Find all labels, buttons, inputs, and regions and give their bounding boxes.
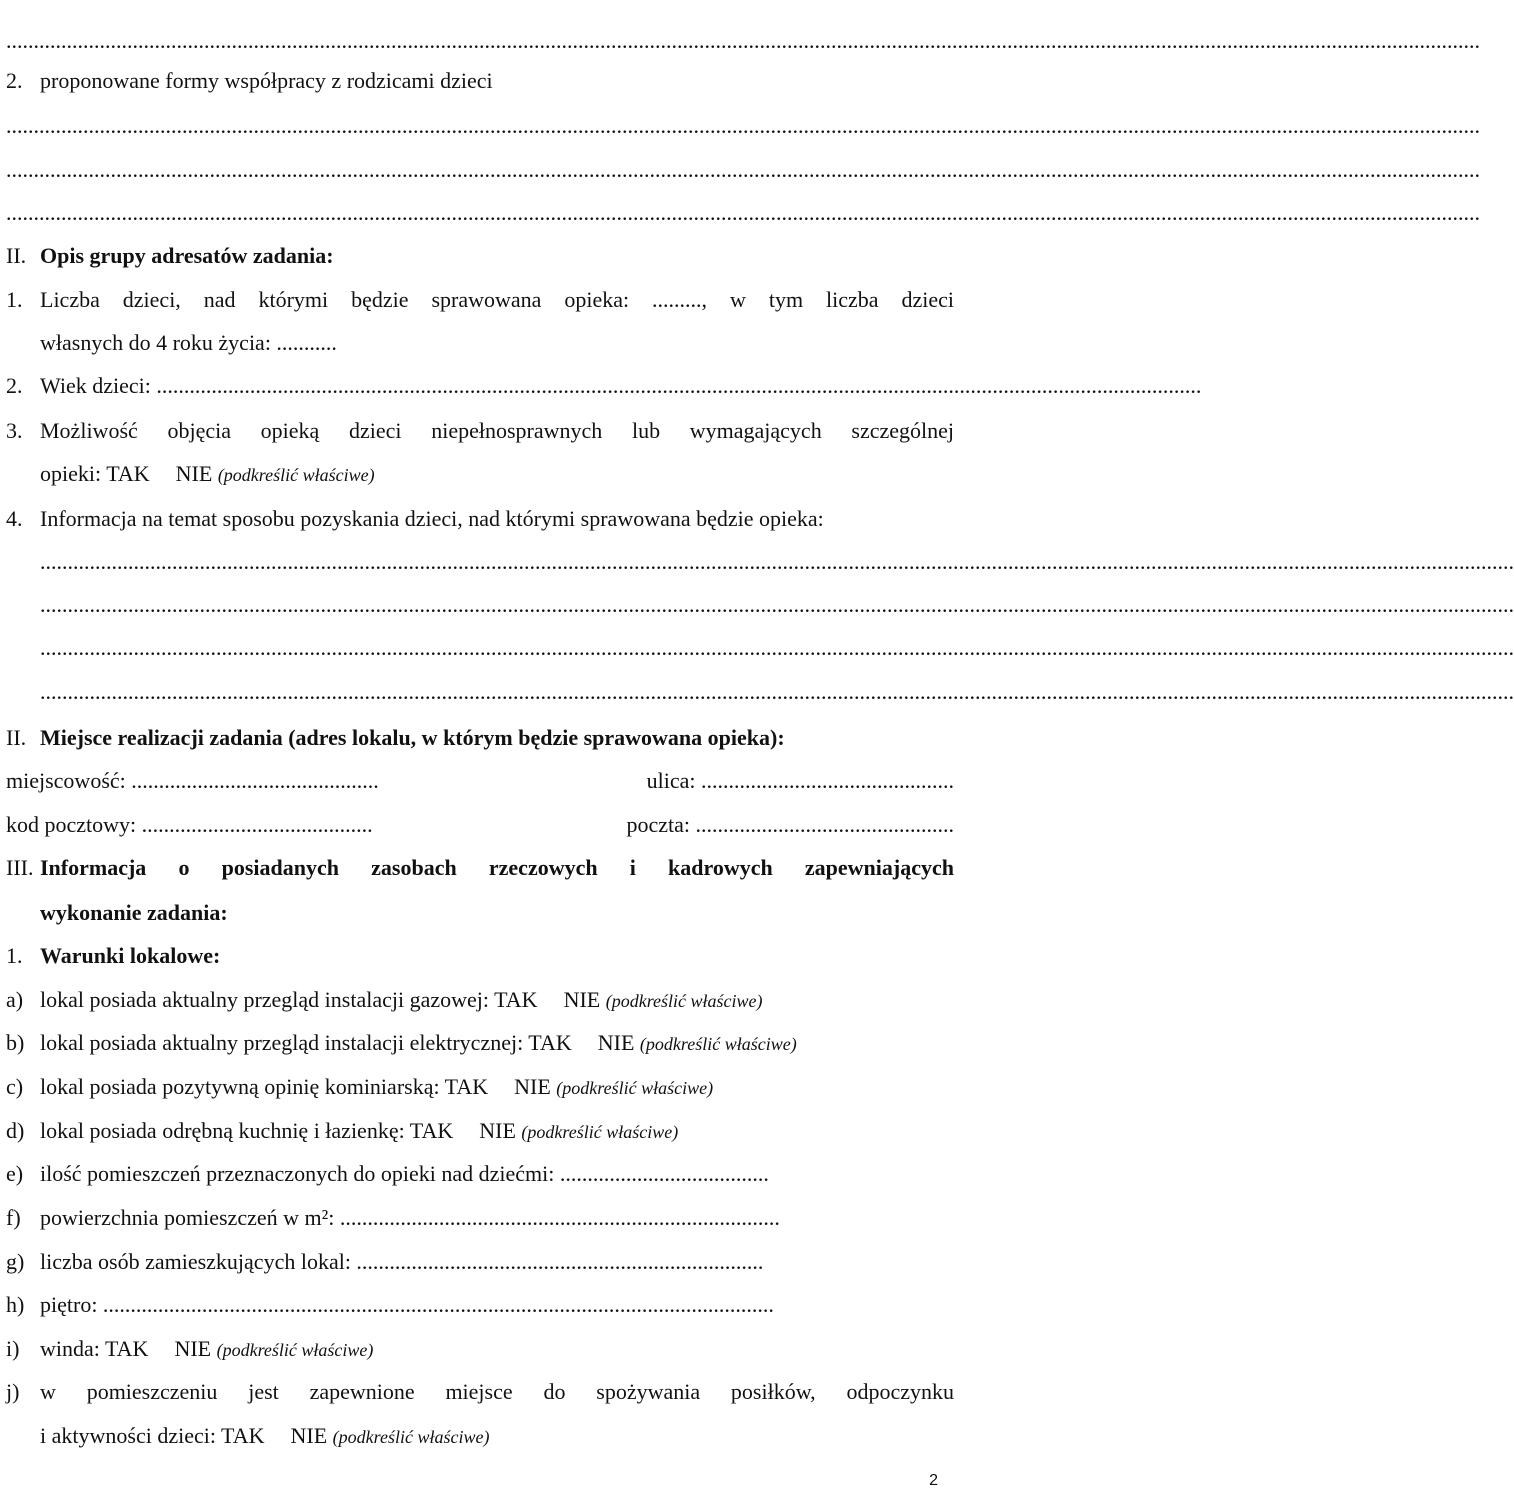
list-item-e xyxy=(6,1159,954,1189)
item-letter: j) xyxy=(6,1379,20,1404)
item-letter: h) xyxy=(6,1292,25,1317)
item-text: lokal posiada pozytywną opinię kominiarską: TAK xyxy=(40,1074,489,1099)
section-number: II. xyxy=(6,243,27,268)
item-letter: a) xyxy=(6,987,24,1012)
item-text: Możliwość objęcia opieką dzieci niepełnosprawnych lub wymagających szczególnej xyxy=(40,418,954,443)
subsection-heading xyxy=(6,941,954,971)
item-number: 2. xyxy=(6,373,23,398)
item-text: winda: TAK xyxy=(40,1336,149,1361)
section-title: Miejsce realizacji zadania (adres lokalu, w którym będzie sprawowana opieka): xyxy=(40,725,785,750)
item-text: Informacja na temat sposobu pozyskania dzieci, nad którymi sprawowana będzie opieka: xyxy=(40,506,824,531)
field-kod-pocztowy: kod pocztowy: .......................................... xyxy=(6,812,373,837)
list-item-d xyxy=(6,1116,954,1146)
item-text: Wiek dzieci: .............................................................................................................................................................................................. xyxy=(40,373,1202,398)
option-tak: opieki: TAK xyxy=(40,461,150,486)
item-text: ilość pomieszczeń przeznaczonych do opieki nad dziećmi: ...................................... xyxy=(40,1161,769,1186)
list-item-g xyxy=(6,1247,954,1277)
question-3-cont xyxy=(40,459,954,489)
dotted-line: ............................................................................................................................................................................................................................................................................ xyxy=(6,157,1480,182)
item-text: lokal posiada odrębną kuchnię i łazienkę: TAK xyxy=(40,1118,454,1143)
dotted-line: ............................................................................................................................................................................................................................................................................ xyxy=(40,679,1514,704)
option-nie: NIE xyxy=(514,1074,551,1099)
option-nie: NIE xyxy=(597,1030,635,1055)
section-heading xyxy=(6,853,954,883)
item-text: liczba osób zamieszkujących lokal: .......................................................................... xyxy=(40,1249,764,1274)
list-item-j-cont xyxy=(40,1421,954,1451)
dotted-line: ............................................................................................................................................................................................................................................................................ xyxy=(6,28,1480,53)
question-4 xyxy=(6,504,954,534)
item-letter: b) xyxy=(6,1030,25,1055)
section-title: Informacja o posiadanych zasobach rzeczowych i kadrowych zapewniających xyxy=(40,855,954,880)
section-title-cont: wykonanie zadania: xyxy=(40,900,228,925)
section-number: III. xyxy=(6,855,34,880)
question-3 xyxy=(6,416,954,446)
option-nie: NIE xyxy=(175,461,213,486)
item-number: 2. xyxy=(6,68,23,93)
list-item-h xyxy=(6,1290,954,1320)
hint-text: (podkreślić właściwe) xyxy=(217,465,375,485)
item-text: lokal posiada aktualny przegląd instalacji gazowej: TAK xyxy=(40,987,538,1012)
question-2 xyxy=(6,371,1202,401)
item-text: lokal posiada aktualny przegląd instalacji elektrycznej: TAK xyxy=(40,1030,572,1055)
page-number: 2 xyxy=(929,1472,938,1489)
hint-text: (podkreślić właściwe) xyxy=(605,991,763,1011)
item-number: 1. xyxy=(6,287,23,312)
hint-text: (podkreślić właściwe) xyxy=(556,1078,714,1098)
list-item-c xyxy=(6,1072,954,1102)
item-letter: g) xyxy=(6,1249,25,1274)
hint-text: (podkreślić właściwe) xyxy=(521,1122,679,1142)
field-miejscowosc: miejscowość: ............................................. xyxy=(6,768,379,793)
section-heading xyxy=(6,241,954,271)
item-text: Liczba dzieci, nad którymi będzie sprawowana opieka: ........., w tym liczba dzieci xyxy=(40,287,954,312)
item-text: piętro: .......................................................................................................................... xyxy=(40,1292,774,1317)
list-item-i xyxy=(6,1334,954,1364)
section-number: II. xyxy=(6,725,27,750)
item-letter: f) xyxy=(6,1205,21,1230)
hint-text: (podkreślić właściwe) xyxy=(332,1427,490,1447)
hint-text: (podkreślić właściwe) xyxy=(216,1340,374,1360)
list-item-f xyxy=(6,1203,954,1233)
dotted-line: ............................................................................................................................................................................................................................................................................ xyxy=(40,635,1514,660)
item-letter: i) xyxy=(6,1336,20,1361)
dotted-line: ............................................................................................................................................................................................................................................................................ xyxy=(40,549,1514,574)
question-1-cont: własnych do 4 roku życia: ........... xyxy=(40,330,337,355)
hint-text: (podkreślić właściwe) xyxy=(639,1034,797,1054)
item-letter: c) xyxy=(6,1074,24,1099)
option-nie: NIE xyxy=(479,1118,516,1143)
item-letter: d) xyxy=(6,1118,25,1143)
section-title: Opis grupy adresatów zadania: xyxy=(40,243,334,268)
dotted-line: ............................................................................................................................................................................................................................................................................ xyxy=(6,200,1480,225)
address-row-1 xyxy=(6,766,954,796)
item-text: w pomieszczeniu jest zapewnione miejsce do spożywania posiłków, odpoczynku xyxy=(40,1379,954,1404)
address-row-2 xyxy=(6,810,954,840)
subsection-title: Warunki lokalowe: xyxy=(40,943,221,968)
dotted-line: ............................................................................................................................................................................................................................................................................ xyxy=(6,113,1480,138)
field-ulica: ulica: .............................................. xyxy=(646,768,954,793)
item-text: powierzchnia pomieszczeń w m²: ................................................................................ xyxy=(40,1205,780,1230)
field-poczta: poczta: ............................................... xyxy=(626,812,954,837)
item-number: 1. xyxy=(6,943,23,968)
list-item xyxy=(6,66,954,96)
item-number: 3. xyxy=(6,418,23,443)
section-heading xyxy=(6,723,954,753)
list-item-j xyxy=(6,1377,954,1407)
option-nie: NIE xyxy=(174,1336,212,1361)
option-nie: NIE xyxy=(290,1423,328,1448)
item-text: i aktywności dzieci: TAK xyxy=(40,1423,265,1448)
question-1 xyxy=(6,285,954,315)
item-letter: e) xyxy=(6,1161,24,1186)
item-number: 4. xyxy=(6,506,23,531)
list-item-b xyxy=(6,1028,954,1058)
dotted-line: ............................................................................................................................................................................................................................................................................ xyxy=(40,592,1514,617)
option-nie: NIE xyxy=(563,987,601,1012)
list-item-a xyxy=(6,985,954,1015)
item-text: proponowane formy współpracy z rodzicami dzieci xyxy=(40,68,493,93)
